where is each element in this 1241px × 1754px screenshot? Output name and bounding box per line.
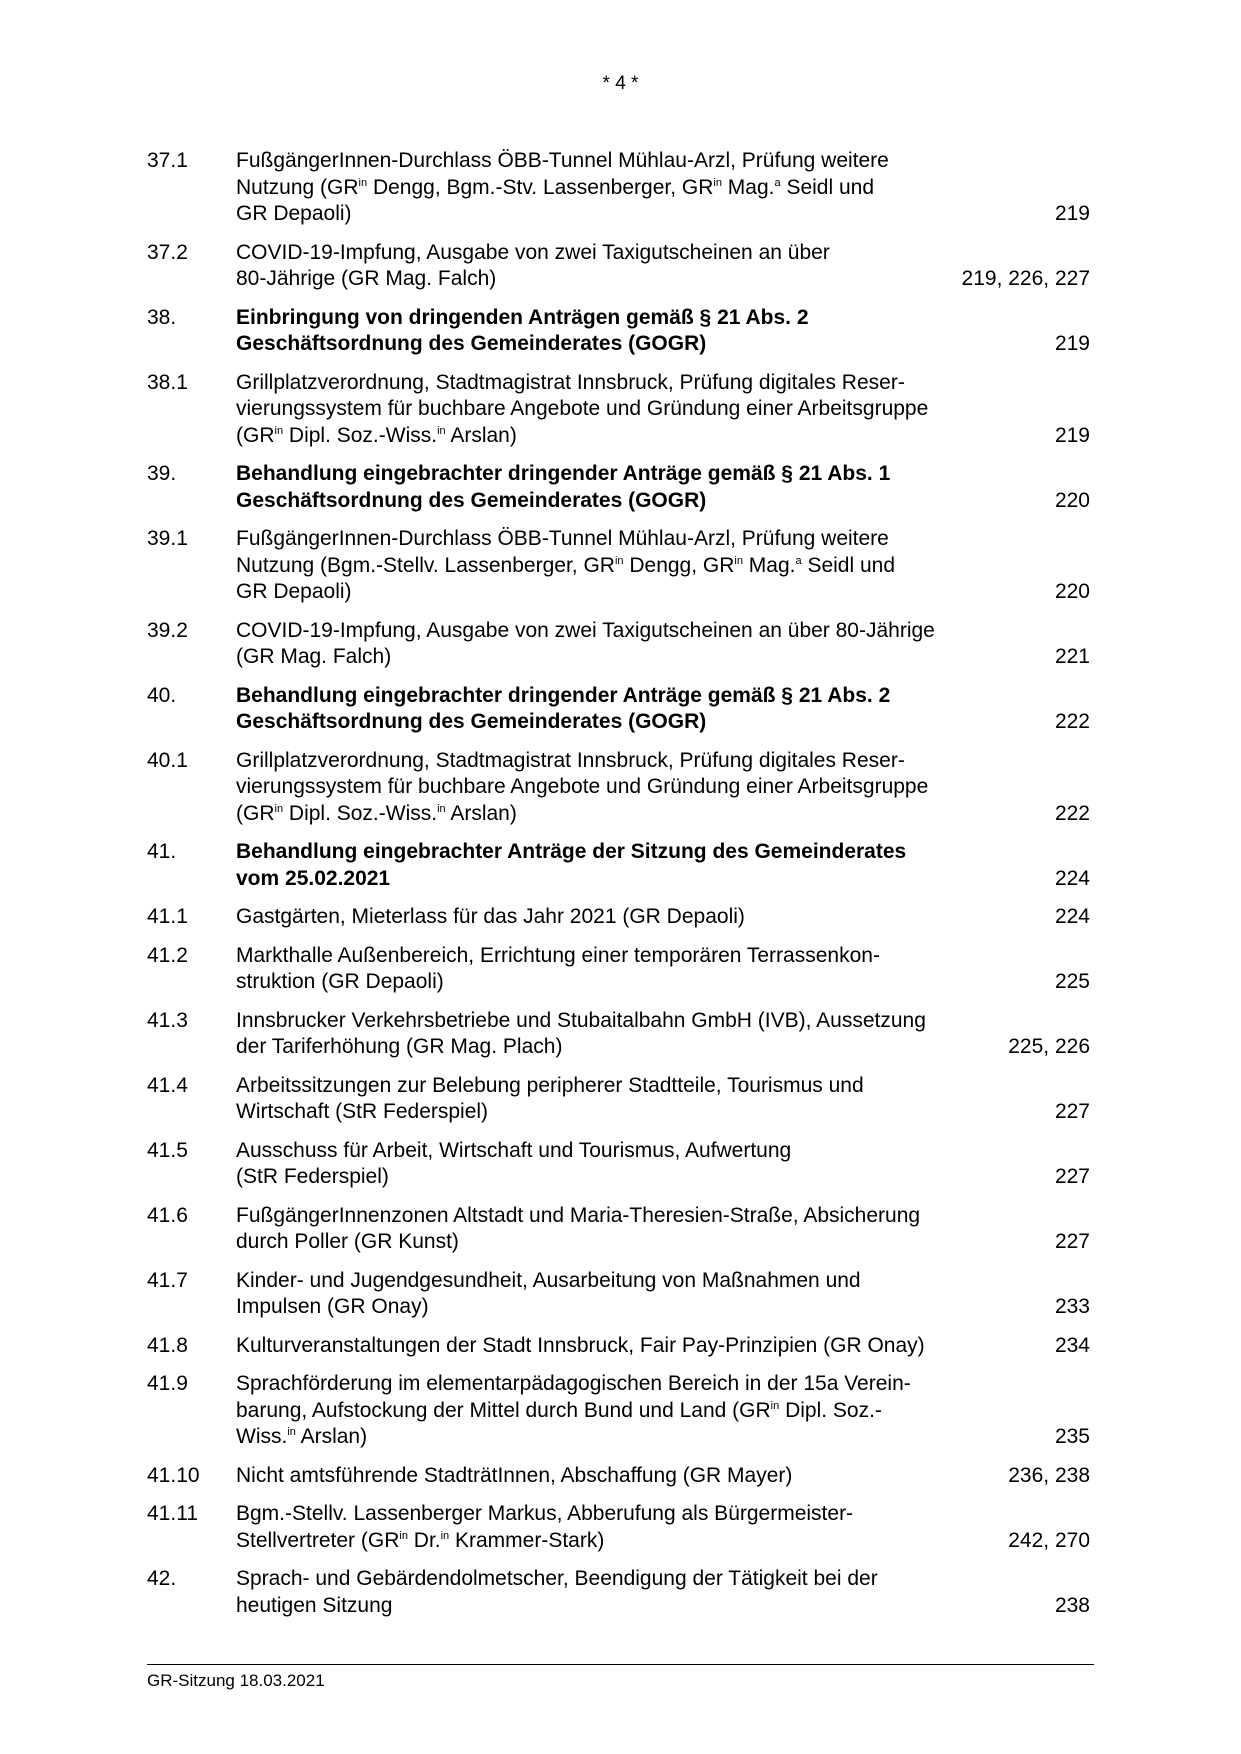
toc-entry-title-line: Bgm.-Stellv. Lassenberger Markus, Abberufung als Bürgermeister- (236, 1502, 854, 1525)
toc-entry-pages: 225 (1054, 970, 1090, 993)
toc-entry-title (236, 461, 1055, 514)
toc-entry (147, 148, 1090, 228)
footer-session-date: GR-Sitzung 18.03.2021 (147, 1671, 325, 1690)
toc-entry-number: 41.8 (147, 1333, 188, 1357)
toc-entry-number: 41.11 (147, 1502, 198, 1525)
toc-entry (147, 526, 1090, 606)
toc-entry (147, 1463, 1090, 1490)
toc-entry-title-line: Sprachförderung im elementarpädagogischen Bereich in der 15a Verein- (236, 1372, 911, 1395)
toc-entry-title-line: (StR Federspiel) (236, 1165, 389, 1188)
toc-entry-pages: 227 (1054, 1230, 1090, 1253)
toc-entry-title-line: COVID-19-Impfung, Ausgabe von zwei Taxigutscheinen an über 80-Jährige (236, 618, 935, 642)
toc-entry-pages: 221 (1054, 645, 1090, 668)
toc-entry-title-line: GR Depaoli) (236, 202, 352, 225)
toc-entry-title-line: heutigen Sitzung (236, 1593, 393, 1617)
toc-entry-pages: 220 (1054, 488, 1090, 512)
footer-divider (147, 1664, 1094, 1665)
toc-entry-pages: 219 (1054, 202, 1090, 225)
toc-entry-pages: 219 (1054, 332, 1090, 355)
toc-entry-title-line: vierungssystem für buchbare Angebote und Gründung einer Arbeitsgruppe (236, 775, 929, 798)
toc-entry-title (236, 305, 1055, 358)
toc-entry-number: 39. (147, 462, 177, 485)
toc-entry-title-line: Einbringung von dringenden Anträgen gemäß § 21 Abs. 2 (236, 305, 809, 329)
toc-entry-pages: 227 (1054, 1165, 1090, 1188)
toc-entry-pages: 224 (1054, 866, 1090, 890)
toc-entry-pages: 242, 270 (1008, 1528, 1090, 1552)
toc-entry-title-line: Geschäftsordnung des Gemeinderates (GOGR) (236, 710, 707, 733)
toc-entry-number: 39.1 (147, 527, 188, 550)
toc-entry-pages: 233 (1054, 1295, 1090, 1318)
toc-entry (147, 748, 1090, 828)
toc-entry-number: 41.2 (147, 943, 188, 967)
toc-entry (147, 1073, 1090, 1126)
toc-entry-pages: 227 (1054, 1100, 1090, 1123)
toc-entry-title-line: Geschäftsordnung des Gemeinderates (GOGR) (236, 332, 707, 355)
toc-entry-title-line: Nutzung ($GR^{in}$ Dengg, Bgm.-Stv. Lassenberger, $GR^{in}$ Mag.$^a$ Seidl und (236, 175, 875, 199)
toc-entry-title-line: 80-Jährige (GR Mag. Falch) (236, 267, 497, 290)
toc-entry-title-line: ($GR^{in}$ Dipl. Soz.-Wiss.$^{in}$ Arslan) (236, 801, 517, 825)
toc-entry-number: 37.1 (147, 149, 188, 172)
toc-entry (147, 943, 1090, 996)
toc-entry-number: 41.6 (147, 1203, 188, 1227)
toc-entry-pages: 238 (1054, 1593, 1090, 1617)
toc-entry-title (236, 1566, 1055, 1619)
toc-entry (147, 1138, 1090, 1191)
toc-entry (147, 618, 1090, 671)
toc-entry (147, 1008, 1090, 1061)
toc-entry-title-line: Wiss.$^{in}$ Arslan) (236, 1425, 368, 1448)
toc-entry-number: 42. (147, 1567, 177, 1590)
toc-entry-title-line: vom 25.02.2021 (236, 866, 391, 890)
toc-entry-number: 40. (147, 683, 177, 707)
toc-entry-title (236, 1268, 1055, 1321)
toc-entry-number: 41.9 (147, 1372, 188, 1395)
toc-entry-title (236, 1371, 1055, 1451)
toc-entry (147, 1566, 1090, 1619)
toc-entry (147, 839, 1090, 892)
toc-entry-title-line: Stellvertreter ($GR^{in}$ Dr.$^{in}$ Krammer-Stark) (236, 1528, 605, 1552)
toc-entry-number: 41. (147, 840, 177, 863)
toc-entry (147, 1333, 1090, 1360)
toc-entry-title-line: FußgängerInnenzonen Altstadt und Maria-Theresien-Straße, Absicherung (236, 1203, 921, 1227)
toc-entry-title (236, 1463, 1008, 1490)
toc-entry-title (236, 526, 1055, 606)
toc-entry-number: 41.1 (147, 905, 188, 928)
toc-entry (147, 240, 1090, 293)
toc-entry-title-line: Impulsen (GR Onay) (236, 1295, 429, 1318)
toc-entry-title (236, 839, 1055, 892)
toc-entry-title-line: Grillplatzverordnung, Stadtmagistrat Innsbruck, Prüfung digitales Reser- (236, 370, 905, 394)
toc-entry (147, 370, 1090, 450)
toc-entry-pages: 236, 238 (1008, 1463, 1090, 1487)
toc-entry-title (236, 1008, 1008, 1061)
toc-entry (147, 1501, 1090, 1554)
toc-entry-number: 41.5 (147, 1138, 188, 1162)
toc-entry-pages: 224 (1054, 905, 1090, 928)
toc-entry (147, 683, 1090, 736)
toc-entry (147, 1371, 1090, 1451)
toc-entry-title-line: COVID-19-Impfung, Ausgabe von zwei Taxigutscheinen an über (236, 240, 830, 264)
toc-entry-title (236, 370, 1055, 450)
toc-entry-title-line: barung, Aufstockung der Mittel durch Bund und Land ($GR^{in}$ Dipl. Soz.- (236, 1398, 882, 1422)
toc-entry-title-line: FußgängerInnen-Durchlass ÖBB-Tunnel Mühlau-Arzl, Prüfung weitere (236, 527, 889, 550)
toc-entry-number: 38. (147, 305, 177, 329)
toc-entry-title-line: Nicht amtsführende StadträtInnen, Abschaffung (GR Mayer) (236, 1463, 793, 1487)
toc-entry-title-line: FußgängerInnen-Durchlass ÖBB-Tunnel Mühlau-Arzl, Prüfung weitere (236, 149, 889, 172)
toc-entry-title-line: Wirtschaft (StR Federspiel) (236, 1100, 489, 1123)
toc-entry-title-line: Grillplatzverordnung, Stadtmagistrat Innsbruck, Prüfung digitales Reser- (236, 748, 905, 772)
toc-entry-title (236, 943, 1055, 996)
toc-entry-title (236, 1073, 1055, 1126)
toc-entry-title (236, 618, 1055, 671)
toc-entry-pages: 222 (1054, 710, 1090, 733)
toc-entry-title (236, 748, 1055, 828)
toc-entry-title (236, 683, 1055, 736)
toc-entry-pages: 219 (1054, 423, 1090, 447)
toc-entry-title-line: Nutzung (Bgm.-Stellv. Lassenberger, $GR^{in}$ Dengg, $GR^{in}$ Mag.$^a$ Seidl und (236, 553, 896, 577)
toc-entry-title-line: Arbeitssitzungen zur Belebung peripherer Stadtteile, Tourismus und (236, 1073, 864, 1097)
toc-entry-title-line: durch Poller (GR Kunst) (236, 1230, 459, 1253)
toc-entry-title-line: Behandlung eingebrachter dringender Anträge gemäß § 21 Abs. 1 (236, 462, 891, 485)
toc-entry-title-line: der Tariferhöhung (GR Mag. Plach) (236, 1035, 563, 1058)
toc-entry-pages: 219, 226, 227 (961, 267, 1090, 290)
toc-entry-pages: 220 (1054, 580, 1090, 603)
toc-entry-title-line: Kulturveranstaltungen der Stadt Innsbruck, Fair Pay-Prinzipien (GR Onay) (236, 1333, 925, 1357)
page-number: * 4 * (602, 73, 639, 94)
toc-entry-title (236, 1203, 1055, 1256)
toc-entry-pages: 222 (1054, 801, 1090, 825)
toc-entry-title (236, 1501, 1008, 1554)
toc-entry (147, 1203, 1090, 1256)
toc-entry-number: 41.7 (147, 1268, 188, 1292)
toc-entry-title (236, 148, 1055, 228)
toc-entry-title (236, 1333, 1055, 1360)
toc-entry-title-line: Gastgärten, Mieterlass für das Jahr 2021 (GR Depaoli) (236, 905, 745, 928)
toc-entry-number: 38.1 (147, 370, 188, 394)
toc-entry-pages: 235 (1054, 1425, 1090, 1448)
toc-entry (147, 305, 1090, 358)
toc-entry-pages: 234 (1054, 1333, 1090, 1357)
toc-entry-number: 41.3 (147, 1008, 188, 1032)
toc-entry-title (236, 1138, 1055, 1191)
toc-entry (147, 461, 1090, 514)
toc-entry-title-line: Markthalle Außenbereich, Errichtung einer temporären Terrassenkon- (236, 943, 880, 967)
toc-entry-title-line: GR Depaoli) (236, 580, 352, 603)
toc-entry-title-line: Sprach- und Gebärdendolmetscher, Beendigung der Tätigkeit bei der (236, 1567, 878, 1590)
toc-entry-title-line: ($GR^{in}$ Dipl. Soz.-Wiss.$^{in}$ Arslan) (236, 423, 517, 447)
toc-entry-title (236, 240, 962, 293)
toc-entry-number: 41.10 (147, 1463, 200, 1487)
toc-entry-title-line: Innsbrucker Verkehrsbetriebe und Stubaitalbahn GmbH (IVB), Aussetzung (236, 1008, 926, 1032)
toc-entry (147, 904, 1090, 931)
toc-entry-title (236, 904, 1055, 931)
toc-entry-title-line: Kinder- und Jugendgesundheit, Ausarbeitung von Maßnahmen und (236, 1268, 861, 1292)
toc-entry-title-line: Ausschuss für Arbeit, Wirtschaft und Tourismus, Aufwertung (236, 1138, 792, 1162)
toc-entry-title-line: struktion (GR Depaoli) (236, 970, 444, 993)
toc-entry-title-line: (GR Mag. Falch) (236, 645, 392, 668)
toc-entry-number: 40.1 (147, 748, 188, 772)
toc-entry-number: 39.2 (147, 618, 188, 642)
toc-entry-title-line: Behandlung eingebrachter Anträge der Sitzung des Gemeinderates (236, 840, 907, 863)
toc-entry (147, 1268, 1090, 1321)
toc-entry-number: 37.2 (147, 240, 188, 264)
table-of-contents (147, 148, 1090, 1631)
toc-entry-title-line: Behandlung eingebrachter dringender Anträge gemäß § 21 Abs. 2 (236, 683, 891, 707)
toc-entry-pages: 225, 226 (1008, 1035, 1090, 1058)
toc-entry-title-line: vierungssystem für buchbare Angebote und Gründung einer Arbeitsgruppe (236, 397, 929, 420)
toc-entry-title-line: Geschäftsordnung des Gemeinderates (GOGR) (236, 488, 707, 512)
toc-entry-number: 41.4 (147, 1073, 188, 1097)
